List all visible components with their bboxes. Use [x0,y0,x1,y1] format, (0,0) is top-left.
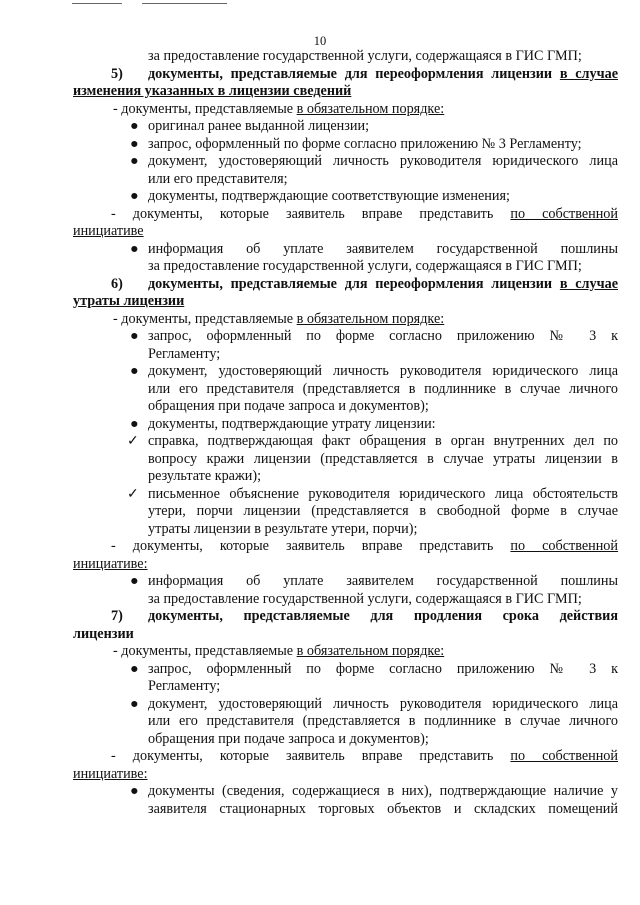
checklist-item: ✓ справка, подтверждающая факт обращения в орган внутренних дел по [127,433,618,449]
initiative-line: - документы, которые заявитель вправе представить по собственной [111,205,618,222]
list-item: ● запрос, оформленный по форме согласно приложению № 3 к [130,328,618,344]
list-item: ● документ, удостоверяющий личность руководителя юридического лица [130,153,618,169]
checkmark-icon: ✓ [127,433,139,449]
bullet-icon: ● [130,783,139,799]
list-item: ● документы (сведения, содержащиеся в них), подтверждающие наличие у [130,783,618,799]
initiative-line: - документы, которые заявитель вправе представить по собственной [111,748,618,764]
top-rule-right [142,3,227,4]
list-item: ● документ, удостоверяющий личность руководителя юридического лица [130,363,618,379]
initiative-line-cont: инициативе: [73,555,148,572]
list-item: ● документы, подтверждающие соответствующие изменения; [130,188,510,204]
list-item-cont: или его представителя (представляется в подлиннике в случае личного [148,380,618,397]
section-number: 7) [111,608,123,624]
list-item-cont: за предоставление государственной услуги, содержащаяся в ГИС ГМП; [148,590,582,607]
bullet-icon: ● [130,695,139,712]
list-item: ● запрос, оформленный по форме согласно приложению № 3 Регламенту; [130,135,582,152]
list-item-cont: или его представителя (представляется в подлиннике в случае личного [148,713,618,729]
initiative-line-cont: инициативе [73,223,144,239]
obligatory-line: - документы, представляемые в обязательном порядке: [113,100,445,117]
bullet-icon: ● [130,240,139,257]
obligatory-line: - документы, представляемые в обязательном порядке: [113,310,445,327]
top-rule-left [72,3,122,4]
page-number: 10 [313,34,327,48]
bullet-icon: ● [130,660,139,677]
checkmark-icon: ✓ [127,485,139,502]
list-item: ● документы, подтверждающие утрату лицензии: [130,415,436,432]
obligatory-line: - документы, представляемые в обязательном порядке: [113,643,445,659]
list-item-cont: Регламенту; [148,345,221,362]
section-5-heading: 5) документы, представляемые для переоформления лицензии в случае [111,65,619,82]
list-item-cont: заявителя стационарных торговых объектов и складских помещений [148,800,618,817]
bullet-icon: ● [130,135,139,152]
section-6-heading-cont: утраты лицензии [73,293,185,309]
bullet-icon: ● [130,118,139,134]
list-item: ● запрос, оформленный по форме согласно приложению № 3 к [130,660,618,677]
initiative-line-cont: инициативе: [73,765,148,782]
bullet-icon: ● [130,363,139,379]
list-item: ● оригинал ранее выданной лицензии; [130,118,370,134]
list-item: ● документ, удостоверяющий личность руководителя юридического лица [130,695,618,712]
checklist-item-cont: утери, порчи лицензии (представляется в свободной форме в случае [148,503,618,519]
bullet-icon: ● [130,188,139,204]
bullet-icon: ● [130,415,139,432]
section-number: 5) [111,65,123,82]
list-item-cont: обращения при подаче запроса и документов); [148,730,429,747]
list-item-cont: за предоставление государственной услуги, содержащаяся в ГИС ГМП; [148,258,582,274]
section-5-heading-cont: изменения указанных в лицензии сведений [73,83,352,99]
list-item-cont: Регламенту; [148,678,221,694]
list-item: ● информация об уплате заявителем государственной пошлины [130,240,618,257]
section-7-heading-cont: лицензии [73,625,134,642]
checklist-item: ✓ письменное объяснение руководителя юридического лица обстоятельств [127,485,618,502]
bullet-icon: ● [130,573,139,589]
initiative-line: - документы, которые заявитель вправе представить по собственной [111,538,618,554]
text-line: за предоставление государственной услуги, содержащаяся в ГИС ГМП; [148,48,582,64]
section-6-heading: 6) документы, представляемые для переоформления лицензии в случае [111,275,619,292]
list-item-cont: или его представителя; [148,170,288,187]
document-body [73,48,618,818]
list-item: ● информация об уплате заявителем государственной пошлины [130,573,618,589]
list-item-cont: обращения при подаче запроса и документов); [148,398,429,414]
bullet-icon: ● [130,153,139,169]
bullet-icon: ● [130,328,139,344]
section-number: 6) [111,275,123,292]
section-7-heading: 7) документы, представляемые для продления срока действия [111,608,618,624]
checklist-item-cont: утраты лицензии в результате утери, порчи); [148,520,418,537]
checklist-item-cont: вопросу кражи лицензии (представляется в случае утраты лицензии в [148,450,618,467]
checklist-item-cont: результате кражи); [148,468,262,484]
